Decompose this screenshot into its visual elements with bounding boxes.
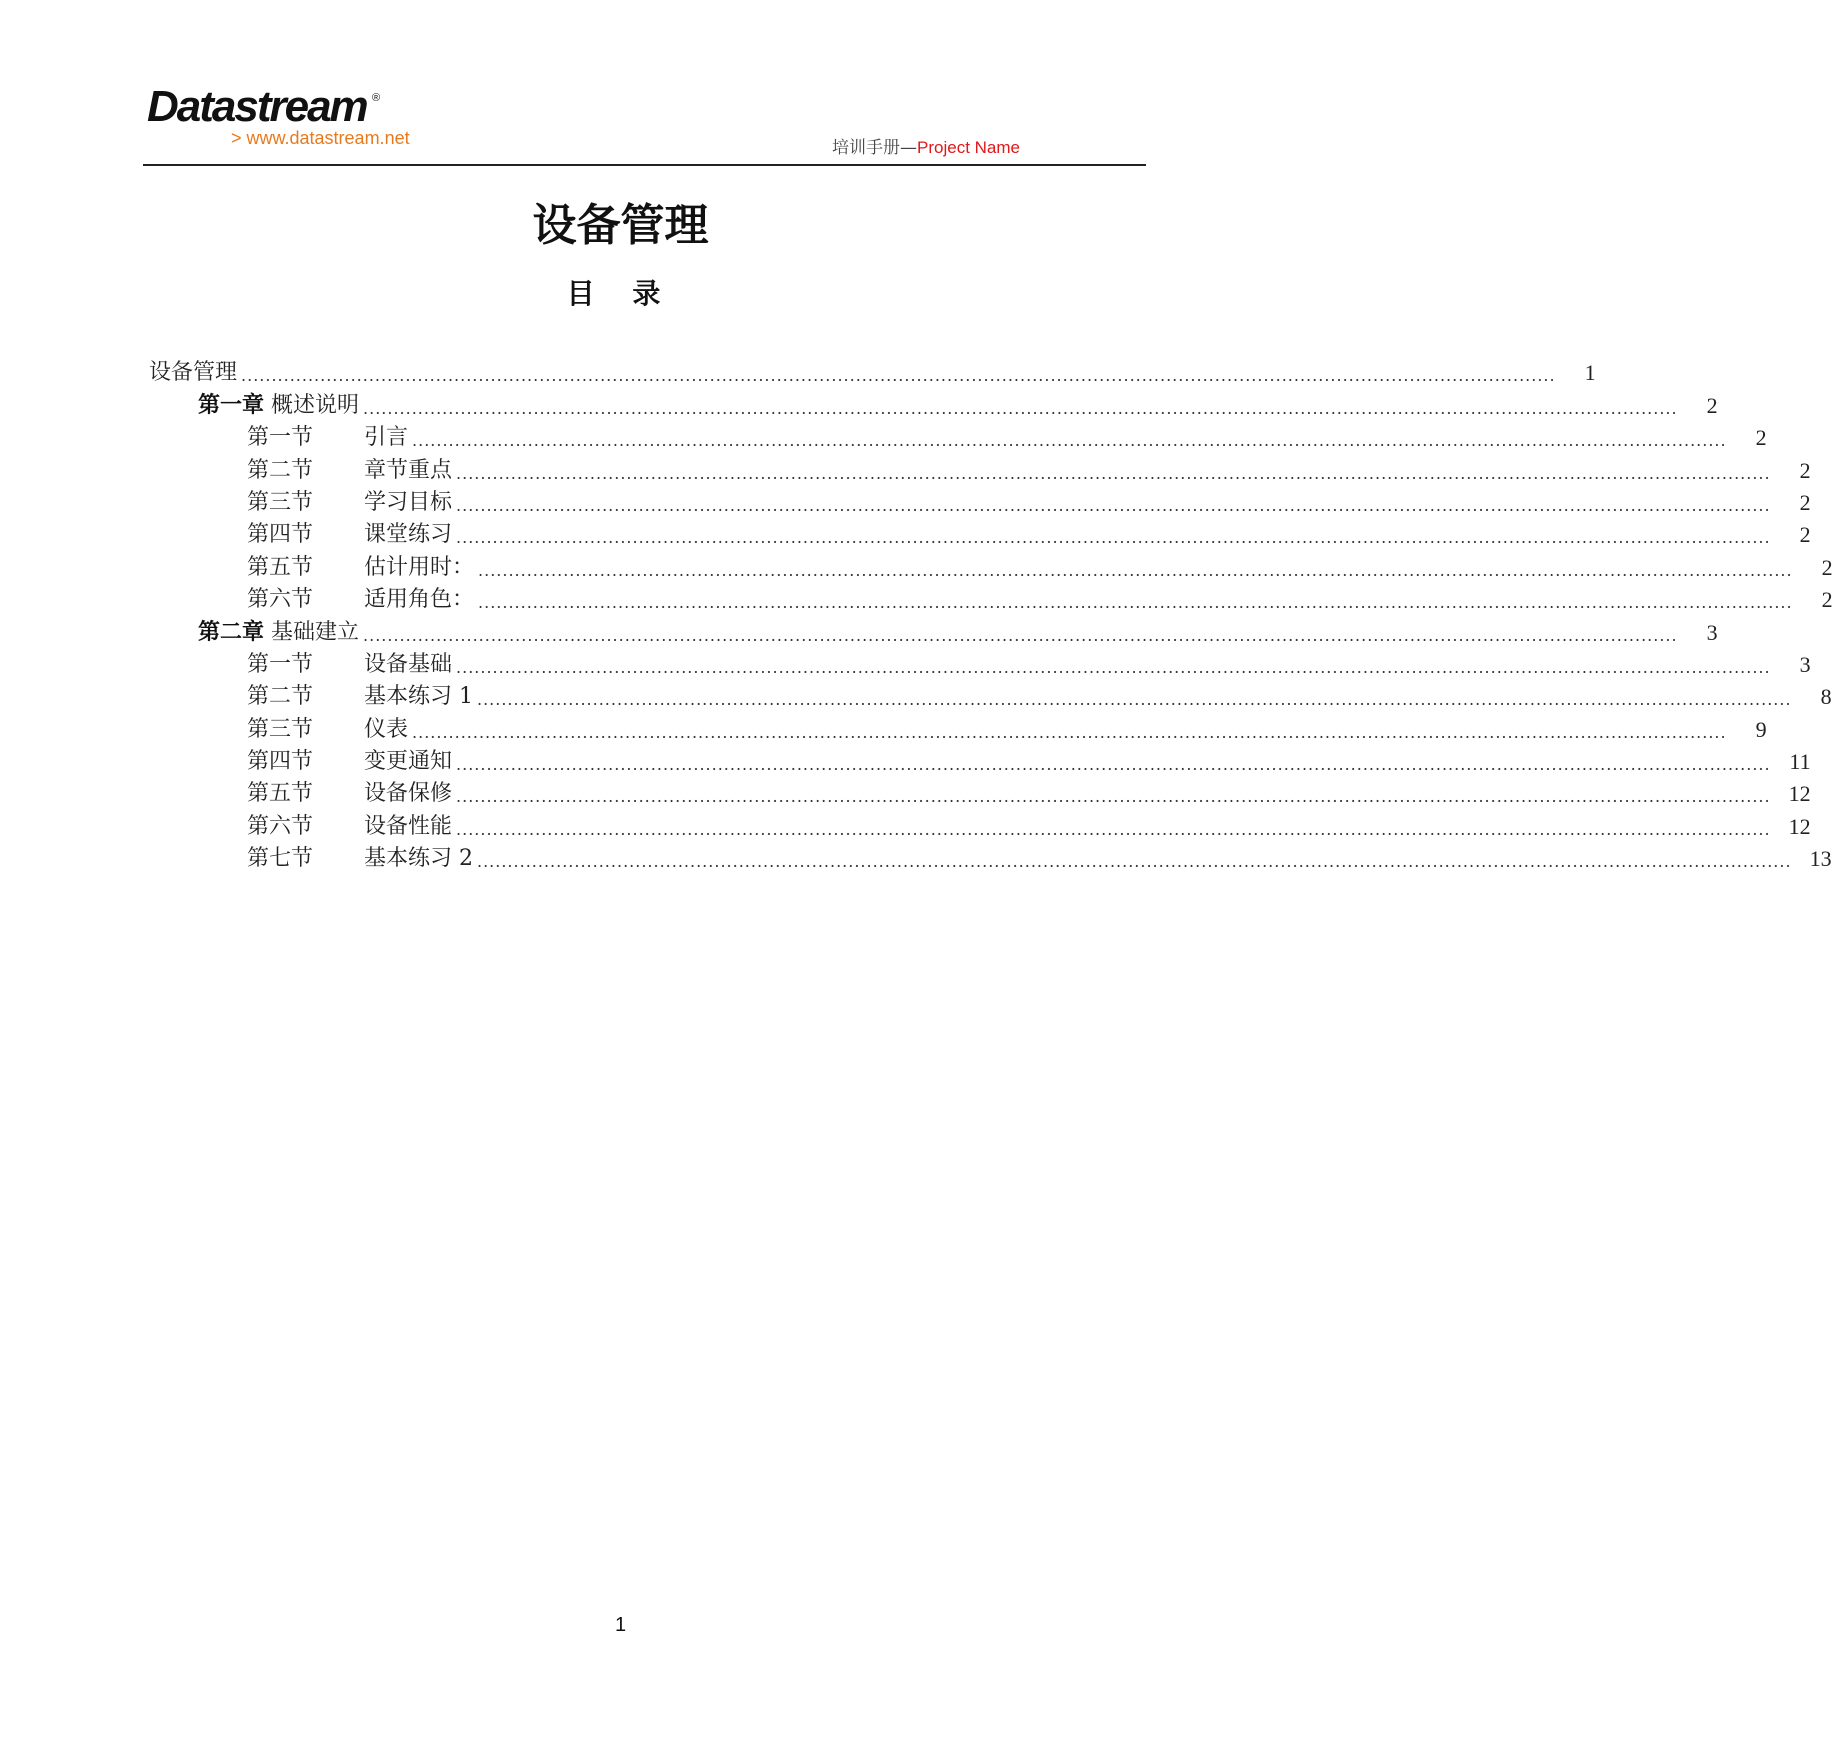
toc-section-prefix: 第四节 <box>247 522 314 548</box>
toc-entry-page: 2 <box>1799 489 1811 515</box>
toc-entry[interactable] <box>0 421 1767 453</box>
toc-section-prefix: 第五节 <box>247 781 314 807</box>
toc-leader-dots: ........................................................................................................................................................................................................................ <box>241 366 1556 386</box>
page-header <box>143 82 1146 166</box>
toc-entry-page: 2 <box>1799 522 1811 548</box>
toc-entry[interactable] <box>0 777 1811 809</box>
toc-entry-label: 基本练习 2 <box>364 846 473 872</box>
toc-entry[interactable] <box>0 356 1596 388</box>
toc-entry[interactable] <box>0 680 1832 712</box>
toc-leader-dots: ........................................................................................................................................................................................................................ <box>456 528 1771 548</box>
toc-entry[interactable] <box>0 648 1811 680</box>
toc-entry-label: 设备基础 <box>364 651 453 677</box>
toc-entry[interactable] <box>0 615 1718 647</box>
toc-entry[interactable] <box>0 453 1811 485</box>
toc-leader-dots: ........................................................................................................................................................................................................................ <box>456 657 1771 677</box>
toc-entry-label: 设备性能 <box>364 813 453 839</box>
toc-leader-dots: ........................................................................................................................................................................................................................ <box>456 463 1771 483</box>
toc-entry-page: 1 <box>1584 360 1596 386</box>
toc-entry-page: 3 <box>1706 619 1718 645</box>
toc-leader-dots: ........................................................................................................................................................................................................................ <box>478 593 1793 613</box>
toc-section-prefix: 第三节 <box>247 489 314 515</box>
toc-heading: 目 录 <box>566 277 675 310</box>
toc-entry-page: 2 <box>1755 425 1767 451</box>
toc-entry-label: 设备管理 <box>149 360 238 386</box>
toc-entry-label: 估计用时： <box>364 554 475 580</box>
toc-leader-dots: ........................................................................................................................................................................................................................ <box>456 755 1771 775</box>
toc-entry-label: 基础建立 <box>271 619 360 645</box>
toc-entry-label: 课堂练习 <box>364 522 453 548</box>
toc-entry[interactable] <box>0 745 1811 777</box>
registered-mark: ® <box>372 92 381 104</box>
toc-entry-page: 12 <box>1788 781 1811 807</box>
toc-entry-page: 3 <box>1799 651 1811 677</box>
manual-label: 培训手册— <box>832 138 918 158</box>
toc-entry[interactable] <box>0 583 1833 615</box>
toc-entry-page: 11 <box>1789 749 1811 775</box>
website-url: > www.datastream.net <box>231 128 410 148</box>
toc-chapter-prefix: 第二章 <box>198 619 265 645</box>
toc-section-prefix: 第四节 <box>247 749 314 775</box>
toc-leader-dots: ........................................................................................................................................................................................................................ <box>412 722 1727 742</box>
toc-section-prefix: 第一节 <box>247 425 314 451</box>
toc-section-prefix: 第三节 <box>247 716 314 742</box>
document-title: 设备管理 <box>532 200 709 251</box>
toc-entry-label: 学习目标 <box>364 489 453 515</box>
toc-leader-dots: ........................................................................................................................................................................................................................ <box>456 495 1771 515</box>
table-of-contents <box>0 356 1833 874</box>
toc-section-prefix: 第二节 <box>247 684 314 710</box>
toc-entry[interactable] <box>0 842 1832 874</box>
toc-entry-page: 2 <box>1706 392 1718 418</box>
toc-leader-dots: ........................................................................................................................................................................................................................ <box>363 625 1678 645</box>
toc-entry[interactable] <box>0 486 1811 518</box>
toc-chapter-prefix: 第一章 <box>198 392 265 418</box>
toc-entry[interactable] <box>0 550 1833 582</box>
toc-entry-label: 适用角色： <box>364 587 475 613</box>
toc-entry-label: 变更通知 <box>364 749 453 775</box>
toc-entry-page: 2 <box>1821 554 1833 580</box>
toc-entry-page: 8 <box>1820 684 1832 710</box>
toc-section-prefix: 第六节 <box>247 813 314 839</box>
toc-entry-page: 13 <box>1809 846 1832 872</box>
toc-section-prefix: 第二节 <box>247 457 314 483</box>
project-name: Project Name <box>917 138 1020 157</box>
toc-entry-label: 基本练习 1 <box>364 684 473 710</box>
toc-entry-page: 9 <box>1755 716 1767 742</box>
toc-entry[interactable] <box>0 712 1767 744</box>
toc-leader-dots: ........................................................................................................................................................................................................................ <box>412 431 1727 451</box>
toc-entry-label: 仪表 <box>364 716 409 742</box>
toc-leader-dots: ........................................................................................................................................................................................................................ <box>477 852 1792 872</box>
toc-leader-dots: ........................................................................................................................................................................................................................ <box>477 690 1792 710</box>
toc-entry-label: 章节重点 <box>364 457 453 483</box>
toc-section-prefix: 第七节 <box>247 846 314 872</box>
header-project-label <box>832 137 1020 159</box>
toc-leader-dots: ........................................................................................................................................................................................................................ <box>456 819 1771 839</box>
toc-entry[interactable] <box>0 388 1718 420</box>
toc-entry-label: 引言 <box>364 425 409 451</box>
toc-entry-page: 2 <box>1821 587 1833 613</box>
toc-section-prefix: 第五节 <box>247 554 314 580</box>
toc-leader-dots: ........................................................................................................................................................................................................................ <box>478 560 1793 580</box>
toc-entry-page: 2 <box>1799 457 1811 483</box>
toc-entry[interactable] <box>0 518 1811 550</box>
toc-section-prefix: 第一节 <box>247 651 314 677</box>
page-number: 1 <box>614 1614 627 1636</box>
toc-leader-dots: ........................................................................................................................................................................................................................ <box>456 787 1771 807</box>
toc-entry-page: 12 <box>1788 813 1811 839</box>
toc-entry-label: 概述说明 <box>271 392 360 418</box>
toc-entry[interactable] <box>0 809 1811 841</box>
toc-leader-dots: ........................................................................................................................................................................................................................ <box>363 398 1678 418</box>
toc-entry-label: 设备保修 <box>364 781 453 807</box>
toc-section-prefix: 第六节 <box>247 587 314 613</box>
datastream-logo: Datastream <box>147 82 367 131</box>
